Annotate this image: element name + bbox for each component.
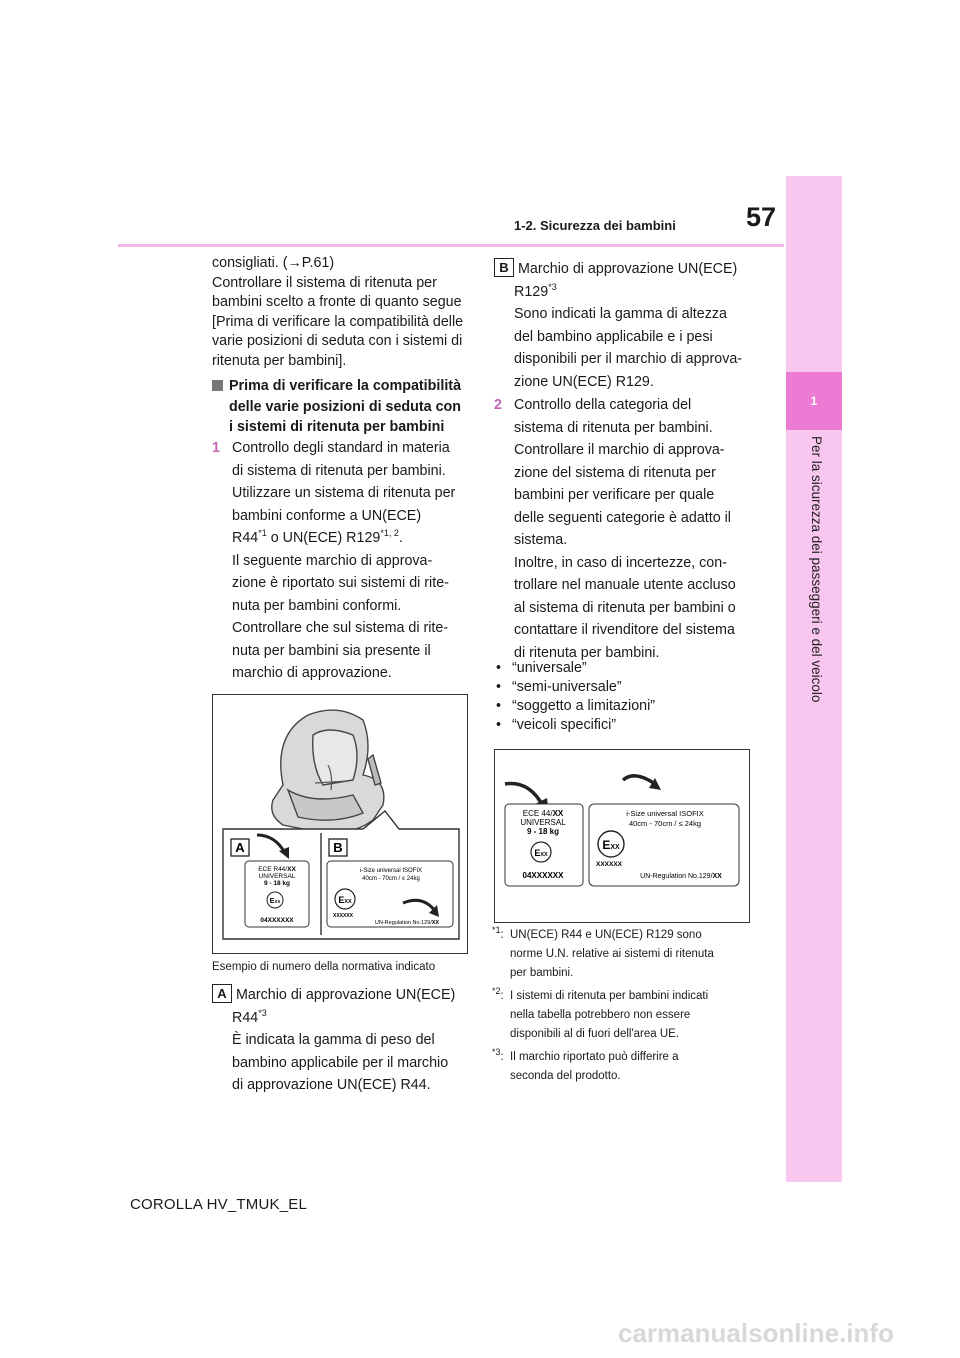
footnote-mark: $^{*3}$: (492, 1047, 504, 1063)
exx-emblem: EXX (269, 898, 281, 905)
step-number: 2 (494, 397, 502, 413)
list-item: • “universale” (494, 659, 655, 678)
step-line: marchio di approvazione. (232, 665, 392, 681)
footnote-line: per bambini. (510, 967, 574, 979)
footnote-3 (492, 1048, 752, 1086)
step-line: delle seguenti categorie è adatto il (514, 509, 731, 526)
model-code-footer: COROLLA HV_TMUK_EL (130, 1196, 307, 1213)
step-line: di sistema di ritenuta per bambini. (232, 462, 446, 479)
ece-r44-text: ECE R44/XX (258, 866, 296, 873)
period: . (398, 530, 403, 546)
subheading (212, 376, 470, 438)
step-line (232, 527, 472, 550)
lead-line: [Prima di verificare la compatibilità delle (212, 313, 464, 330)
mark-b-description (494, 258, 756, 393)
step-number: 1 (212, 440, 220, 456)
approval-mark-figure (212, 694, 468, 954)
mark-a-line: di approvazione UN(ECE) R44. (232, 1077, 431, 1093)
approval-mark-closeup-figure (494, 749, 750, 923)
step-line: sistema di ritenuta per bambini. (514, 419, 713, 436)
mark-b-line: zione UN(ECE) R129. (514, 373, 654, 390)
child-seat-illustration (213, 695, 467, 953)
figure-label-b: B (333, 840, 343, 855)
step-line: sistema. (514, 532, 568, 548)
step-line: Il seguente marchio di approva- (232, 552, 433, 569)
exx-emblem: EXX (602, 838, 620, 852)
label-b-box: B (494, 258, 514, 277)
step-line: bambini conforme a UN(ECE) (232, 507, 422, 524)
chapter-title: Per la sicurezza dei passeggeri e del veicolo (809, 436, 824, 703)
watermark: carmanualsonline.info (618, 1318, 894, 1348)
step-line: trollare nel manuale utente accluso (514, 577, 736, 593)
step-line: nuta per bambini sia presente il (232, 642, 431, 659)
mark-a-line: È indicata la gamma di peso del (232, 1032, 435, 1048)
step-line: Controllare il marchio di approva- (514, 442, 725, 458)
isize-text: i-Size universal ISOFIX (626, 809, 704, 818)
ece-44-text: ECE 44/XX (522, 809, 564, 818)
footnote-1 (492, 926, 752, 983)
step-line: Utilizzare un sistema di ritenuta per (232, 485, 456, 501)
lead-line: Controllare il sistema di ritenuta per (212, 274, 437, 291)
step-line: zione del sistema di ritenuta per (514, 464, 716, 481)
heading-line: Prima di verificare la compatibilità (229, 378, 462, 394)
lead-line: bambini scelto a fronte di quanto segue (212, 294, 462, 310)
step-line: Controllare che sul sistema di rite- (232, 620, 449, 636)
mark-b-line: Marchio di approvazione UN(ECE) (518, 261, 738, 277)
lead-paragraph (212, 254, 470, 371)
r44-text: R44 (232, 530, 259, 546)
footnote-ref: *1 (258, 528, 267, 539)
header-rule (118, 244, 784, 247)
lead-line: consigliati. (→P.61) (212, 255, 335, 271)
mark-b-line: Sono indicati la gamma di altezza (514, 306, 727, 322)
step-2 (494, 394, 756, 664)
un-regulation-text: UN-Regulation No.129/XX (640, 873, 722, 880)
square-bullet-icon (212, 380, 223, 391)
mark-b-line: disponibili per il marchio di approva- (514, 351, 743, 367)
footnote-line: seconda del prodotto. (510, 1070, 621, 1082)
height-range-text: 40cm - 70cm / ≤ 24kg (628, 819, 702, 828)
section-title: 1-2. Sicurezza dei bambini (514, 218, 676, 233)
mark-a-line: bambino applicabile per il marchio (232, 1054, 449, 1071)
chapter-number: 1 (810, 394, 818, 408)
figure-caption: Esempio di numero della normativa indicato (212, 961, 436, 973)
list-item: • “soggetto a limitazioni” (494, 697, 655, 716)
step-line: al sistema di ritenuta per bambini o (514, 599, 736, 616)
approval-number: 04XXXXXX (260, 917, 294, 924)
isize-text: i-Size universal ISOFIX (359, 868, 423, 874)
label-a-box: A (212, 984, 232, 1003)
footnote-ref: *1, 2 (380, 528, 399, 539)
step-line: Inoltre, in caso di incertezze, con- (514, 554, 727, 571)
exx-emblem: EXX (338, 895, 352, 905)
category-list (494, 659, 655, 735)
exx-emblem: EXX (534, 848, 548, 858)
mark-a-line: R44$^{*3}$ (232, 1007, 267, 1026)
footnote-line: Il marchio riportato può differire a (510, 1051, 679, 1063)
mark-a-description (212, 984, 474, 1097)
footnote-line: UN(ECE) R44 e UN(ECE) R129 sono (510, 929, 702, 941)
xxxxxx-text: XXXXXX (332, 913, 354, 919)
list-item: • “veicoli specifici” (494, 716, 655, 735)
footnote-line: norme U.N. relative ai sistemi di ritenuta (510, 948, 714, 960)
step-line: Controllo della categoria del (514, 397, 692, 413)
approval-labels-illustration (495, 750, 749, 922)
universal-text: UNIVERSAL (520, 818, 566, 827)
step-1 (212, 437, 472, 685)
mark-b-line: R129$^{*3}$ (514, 281, 557, 300)
universal-text: UNIVERSAL (258, 873, 296, 880)
mark-b-title (494, 258, 756, 281)
mark-a-title (212, 984, 474, 1007)
step-line: bambini per verificare per quale (514, 487, 715, 503)
step-line: Controllo degli standard in materia (232, 440, 450, 456)
un-regulation-text: UN-Regulation No.129/XX (374, 920, 440, 926)
list-item: • “semi-universale” (494, 678, 655, 697)
mark-b-line: del bambino applicabile e i pesi (514, 328, 713, 345)
step-line: di ritenuta per bambini. (514, 644, 660, 661)
footnote-mark: $^{*1}$: (492, 925, 504, 941)
weight-range-text: 9 - 18 kg (263, 880, 291, 887)
footnote-line: disponibili al di fuori dell'area UE. (510, 1028, 680, 1040)
r129-text: o UN(ECE) R129 (266, 530, 381, 546)
heading-line: i sistemi di ritenuta per bambini (229, 419, 445, 435)
xxxxxx-text: XXXXXX (595, 861, 623, 868)
height-range-text: 40cm - 70cm / ≤ 24kg (362, 876, 420, 882)
footnote-line: nella tabella potrebbero non essere (510, 1009, 691, 1021)
footnote-2 (492, 987, 752, 1044)
approval-number: 04XXXXXX (522, 871, 564, 880)
chapter-tab (786, 372, 842, 430)
heading-line: delle varie posizioni di seduta con (229, 398, 461, 415)
lead-line: ritenuta per bambini]. (212, 352, 347, 369)
footnote-line: I sistemi di ritenuta per bambini indicati (510, 990, 709, 1002)
lead-line: varie posizioni di seduta con i sistemi di (212, 333, 463, 349)
step-line: nuta per bambini conformi. (232, 597, 402, 614)
weight-range-text: 9 - 18 kg (526, 827, 560, 836)
footnote-mark: $^{*2}$: (492, 986, 504, 1002)
page-number: 57 (746, 202, 777, 232)
figure-label-a: A (235, 840, 245, 855)
mark-a-line: Marchio di approvazione UN(ECE) (236, 987, 456, 1003)
step-line: zione è riportato sui sistemi di rite- (232, 575, 449, 591)
step-line: contattare il rivenditore del sistema (514, 622, 735, 638)
